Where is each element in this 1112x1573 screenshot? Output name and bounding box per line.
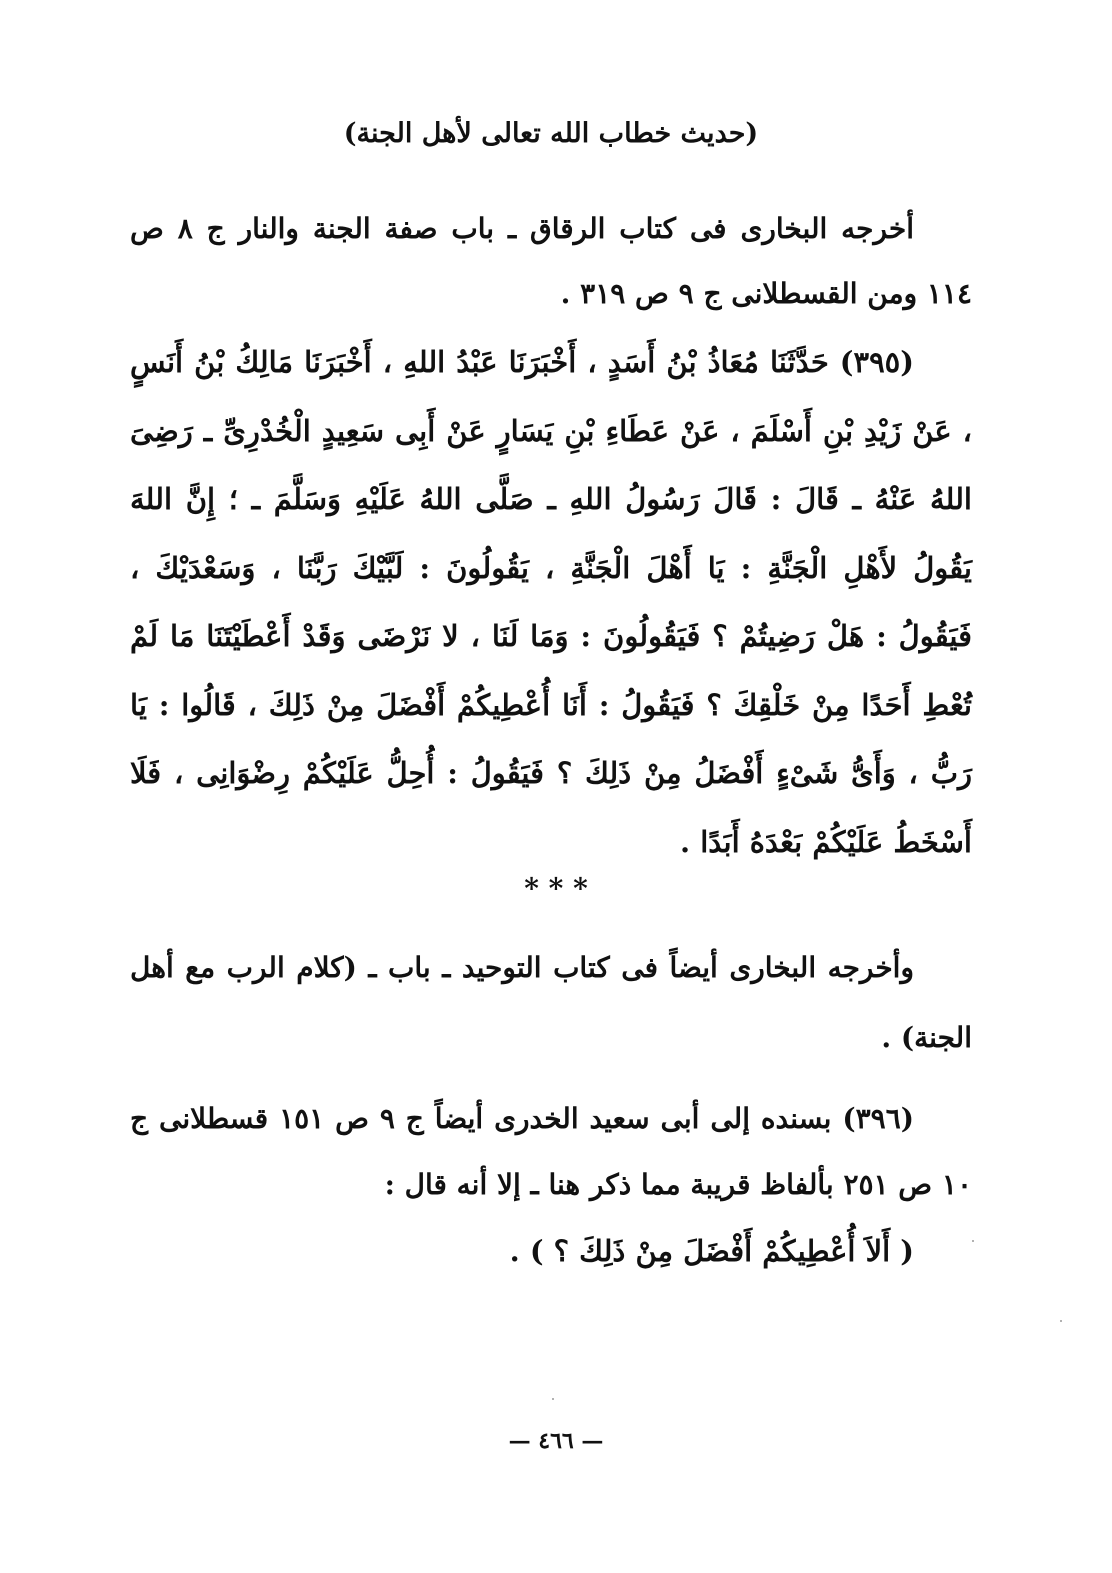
scan-speck <box>552 1398 554 1400</box>
scan-speck <box>972 1240 974 1242</box>
source-reference-1: أخرجه البخارى فى كتاب الرقاق ـ باب صفة الجنة والنار ج ٨ ص ١١٤ ومن القسطلانى ج ٩ ص ٣١٩ . <box>130 212 972 310</box>
source-reference-2: وأخرجه البخارى أيضاً فى كتاب التوحيد ـ باب ـ (كلام الرب مع أهل الجنة) . <box>130 951 972 1054</box>
hadith-396-quote: ( أَلاَ أُعْطِيكُمْ أَفْضَلَ مِنْ ذَلِكَ ؟ ) . <box>509 1234 914 1268</box>
scan-speck <box>1060 1320 1062 1322</box>
hadith-395-text: (٣٩٥) حَدَّثَنَا مُعَاذُ بْنُ أَسَدٍ ، أَخْبَرَنَا عَبْدُ اللهِ ، أَخْبَرَنَا مَالِكُ بْنُ أَنَسٍ ، عَنْ زَيْدِ بْنِ أَسْلَمَ ، عَنْ عَطَاءِ بْنِ يَسَارٍ عَنْ أَبِى سَعِيدٍ الْخُدْرِىِّ ـ رَضِىَ اللهُ عَنْهُ ـ قَالَ : قَالَ رَسُولُ اللهِ ـ صَلَّى اللهُ عَلَيْهِ وَسَلَّمَ ـ ؛ إِنَّ اللهَ يَقُولُ لأَهْلِ الْجَنَّةِ : يَا أَهْلَ الْجَنَّةِ ، يَقُولُونَ : لَبَّيْكَ رَبَّنَا ، وَسَعْدَيْكَ ، فَيَقُولُ : هَلْ رَضِيتُمْ ؟ فَيَقُولُونَ : وَمَا لَنَا ، لا نَرْضَى وَقَدْ أَعْطَيْتَنَا مَا لَمْ تُعْطِ أَحَدًا مِنْ خَلْقِكَ ؟ فَيَقُولُ : أَنَا أُعْطِيكُمْ أَفْضَلَ مِنْ ذَلِكَ ، قَالُوا : يَا رَبُّ ، وَأَىُّ شَىْءٍ أَفْضَلُ مِنْ ذَلِكَ ؟ فَيَقُولُ : أُحِلُّ عَلَيْكُمْ رِضْوَانِى ، فَلَا أَسْخَطُ عَلَيْكُمْ بَعْدَهُ أَبَدًا . <box>130 345 972 859</box>
hadith-396-text: (٣٩٦) بسنده إلى أبى سعيد الخدرى أيضاً ج ٩ ص ١٥١ قسطلانى ج ١٠ ص ٢٥١ بألفاظ قريبة مما ذكر هنا ـ إلا أنه قال : <box>130 1102 972 1201</box>
chapter-heading: (حديث خطاب الله تعالى لأهل الجنة) <box>343 118 759 149</box>
page-number: — ٤٦٦ — <box>508 1428 604 1454</box>
section-separator: * * * <box>524 872 588 905</box>
